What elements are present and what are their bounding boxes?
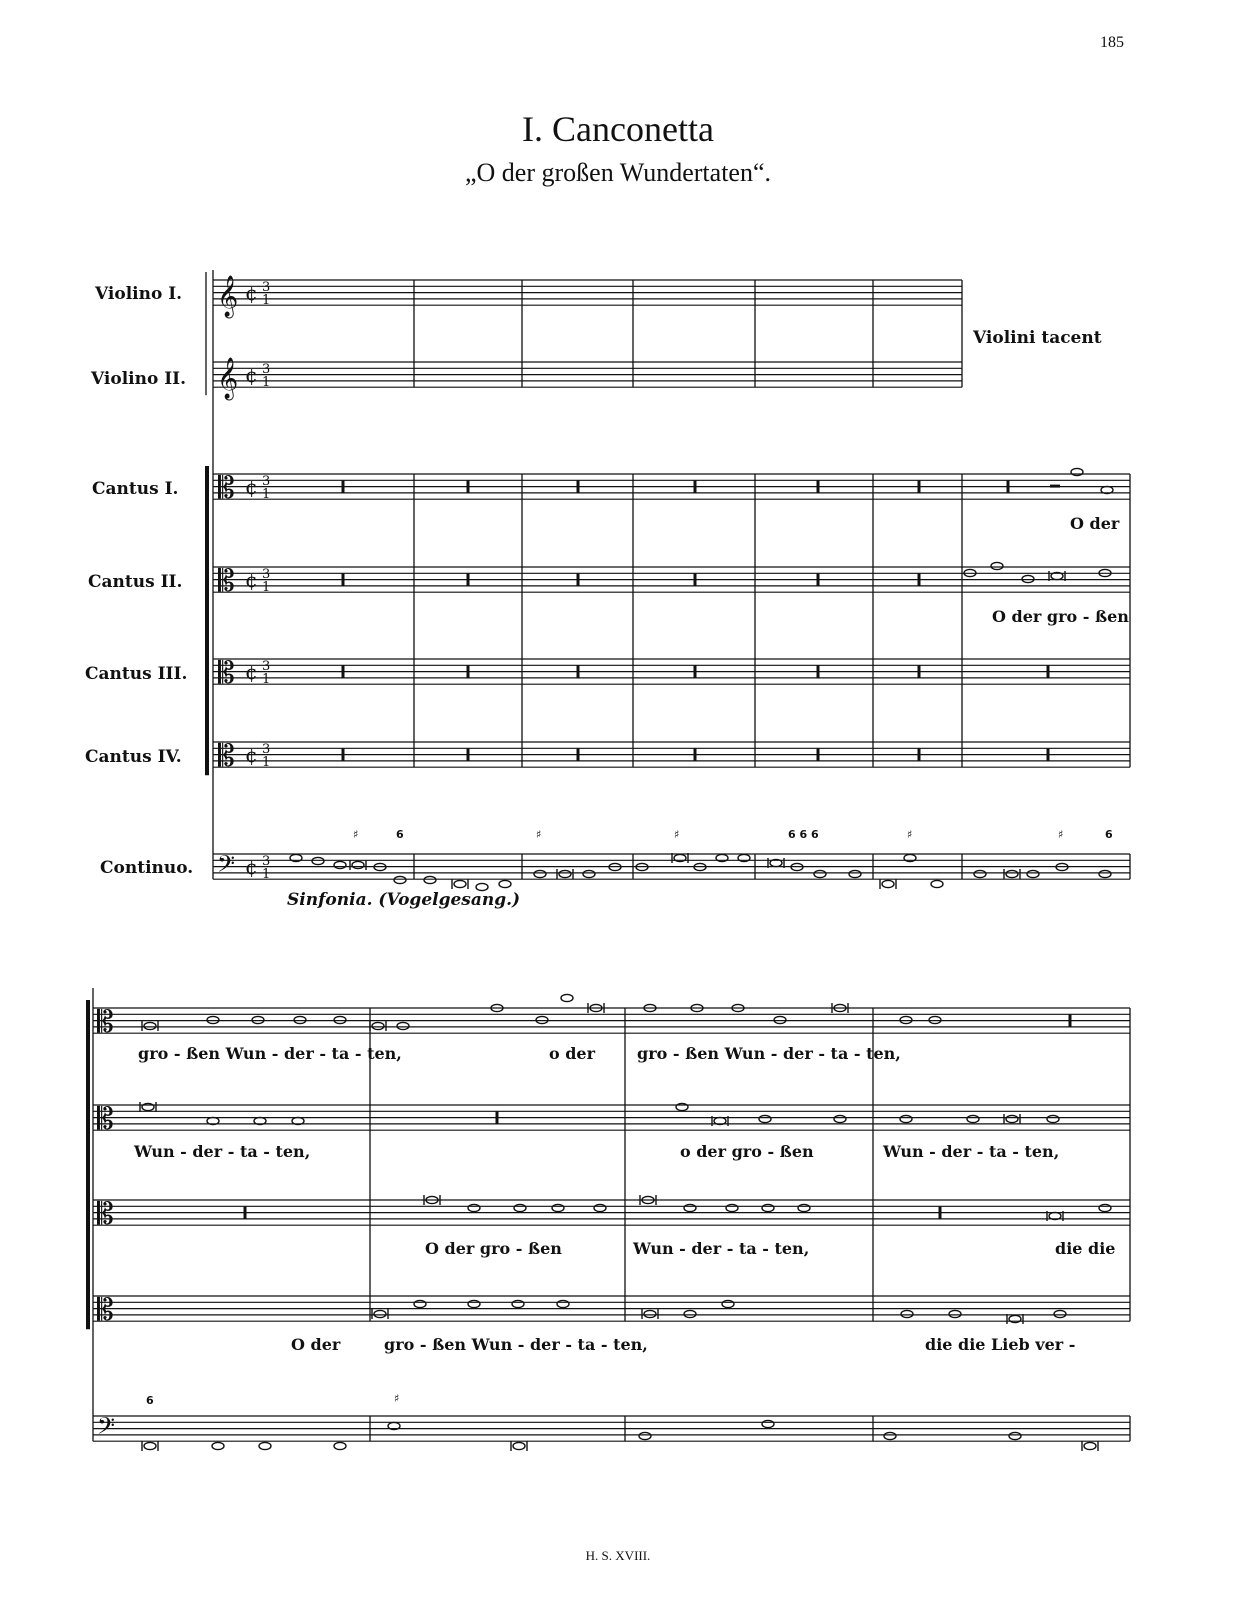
sinfonia-marking: Sinfonia. (Vogelgesang.) <box>287 890 521 910</box>
cut-time-icon: ¢ <box>245 660 258 684</box>
part-label-cantus-1: Cantus I. <box>92 479 179 499</box>
breve-note <box>352 861 364 868</box>
breve-rest <box>342 481 345 493</box>
whole-note <box>931 880 943 887</box>
whole-note <box>594 1204 606 1211</box>
page-footer: H. S. XVIII. <box>585 1548 651 1563</box>
whole-note <box>884 1432 896 1439</box>
time-sig-denominator: 1 <box>262 672 271 687</box>
half-rest <box>1050 485 1060 488</box>
whole-note <box>798 1204 810 1211</box>
cut-time-icon: ¢ <box>245 281 258 305</box>
time-sig-numerator: 3 <box>262 362 271 377</box>
figure-s1-4: ♯ <box>674 828 680 841</box>
cut-time-icon: ¢ <box>245 743 258 767</box>
lyric-s2-cantus-1-c: gro - ßen Wun - der - ta - ten, <box>637 1044 901 1063</box>
breve-rest <box>817 574 820 586</box>
whole-note <box>1047 1115 1059 1122</box>
whole-note <box>476 883 488 890</box>
bass-clef-icon: 𝄢 <box>217 850 236 883</box>
whole-note <box>684 1204 696 1211</box>
figure-s1-6: ♯ <box>907 828 913 841</box>
lyric-s1-cantus-2: O der gro - ßen <box>992 607 1129 626</box>
whole-note <box>834 1115 846 1122</box>
c-clef-icon: 𝄡 <box>97 1005 114 1040</box>
breve-rest <box>467 481 470 493</box>
whole-note <box>722 1300 734 1307</box>
figure-s1-1: ♯ <box>353 828 359 841</box>
lyric-s2-cantus-4-a: O der <box>291 1335 341 1354</box>
whole-note <box>499 880 511 887</box>
breve-note <box>144 1442 156 1449</box>
whole-note <box>1027 870 1039 877</box>
figure-s2-2: ♯ <box>394 1392 400 1405</box>
lyric-s2-cantus-3-c: die die <box>1055 1239 1116 1258</box>
c-clef-icon: 𝄡 <box>218 471 235 506</box>
time-sig-denominator: 1 <box>262 487 271 502</box>
whole-note <box>583 870 595 877</box>
treble-clef-icon: 𝄞 <box>217 276 239 317</box>
whole-note <box>552 1204 564 1211</box>
whole-note <box>212 1442 224 1449</box>
breve-rest <box>1047 666 1050 678</box>
part-label-violino-1: Violino I. <box>95 284 183 304</box>
c-clef-icon: 𝄡 <box>97 1197 114 1232</box>
c-clef-icon: 𝄡 <box>218 656 235 691</box>
breve-rest <box>694 574 697 586</box>
cut-time-icon: ¢ <box>245 855 258 879</box>
breve-rest <box>918 749 921 761</box>
lyric-s2-cantus-3-a: O der gro - ßen <box>425 1239 562 1258</box>
cut-time-icon: ¢ <box>245 363 258 387</box>
whole-note <box>974 870 986 877</box>
breve-rest <box>467 749 470 761</box>
breve-rest <box>694 666 697 678</box>
part-label-cantus-4: Cantus IV. <box>85 747 182 767</box>
breve-note <box>374 1310 386 1317</box>
lyric-s2-cantus-2-b: o der gro - ßen <box>680 1142 814 1161</box>
whole-note <box>414 1300 426 1307</box>
lyric-s2-cantus-1-a: gro - ßen Wun - der - ta - ten, <box>138 1044 402 1063</box>
whole-note <box>514 1204 526 1211</box>
whole-note <box>762 1204 774 1211</box>
whole-note <box>1009 1432 1021 1439</box>
whole-note <box>259 1442 271 1449</box>
breve-rest <box>577 574 580 586</box>
c-clef-icon: 𝄡 <box>218 739 235 774</box>
part-label-continuo: Continuo. <box>100 858 194 878</box>
figure-s1-8: 6 <box>1105 828 1113 841</box>
time-sig-denominator: 1 <box>262 867 271 882</box>
breve-note <box>1006 870 1018 877</box>
breve-note <box>454 880 466 887</box>
figure-s1-2: 6 <box>396 828 404 841</box>
breve-rest <box>694 749 697 761</box>
piece-subtitle: „O der großen Wundertaten“. <box>464 158 771 187</box>
time-sig-numerator: 3 <box>262 854 271 869</box>
time-sig-denominator: 1 <box>262 375 271 390</box>
cut-time-icon: ¢ <box>245 568 258 592</box>
whole-note <box>901 1310 913 1317</box>
breve-rest <box>918 481 921 493</box>
violini-tacent-note: Violini tacent <box>973 328 1102 348</box>
whole-note <box>534 870 546 877</box>
whole-note <box>1099 870 1111 877</box>
breve-rest <box>342 749 345 761</box>
breve-rest <box>467 666 470 678</box>
time-sig-numerator: 3 <box>262 659 271 674</box>
whole-note <box>1054 1310 1066 1317</box>
breve-rest <box>577 666 580 678</box>
page-number: 185 <box>1100 34 1124 51</box>
whole-note <box>949 1310 961 1317</box>
whole-note <box>1099 1204 1111 1211</box>
whole-note <box>312 857 324 864</box>
breve-note <box>559 870 571 877</box>
treble-clef-icon: 𝄞 <box>217 358 239 399</box>
cut-time-icon: ¢ <box>245 475 258 499</box>
breve-rest <box>817 749 820 761</box>
time-sig-denominator: 1 <box>262 755 271 770</box>
breve-rest <box>577 749 580 761</box>
figure-s2-1: 6 <box>146 1394 154 1407</box>
lyric-s2-cantus-2-a: Wun - der - ta - ten, <box>134 1142 311 1161</box>
breve-rest <box>918 666 921 678</box>
breve-rest <box>817 666 820 678</box>
time-sig-numerator: 3 <box>262 280 271 295</box>
breve-note <box>644 1310 656 1317</box>
figure-s1-3: ♯ <box>536 828 542 841</box>
lyric-s2-cantus-1-b: o der <box>549 1044 596 1063</box>
breve-rest <box>918 574 921 586</box>
whole-note <box>849 870 861 877</box>
figure-s1-5: 6 6 6 <box>788 828 819 841</box>
time-sig-numerator: 3 <box>262 742 271 757</box>
time-sig-numerator: 3 <box>262 567 271 582</box>
c-clef-icon: 𝄡 <box>97 1102 114 1137</box>
breve-note <box>1006 1115 1018 1122</box>
whole-note <box>424 876 436 883</box>
breve-note <box>882 880 894 887</box>
whole-note <box>726 1204 738 1211</box>
whole-note <box>814 870 826 877</box>
whole-note <box>468 1204 480 1211</box>
whole-note <box>334 861 346 868</box>
whole-note <box>394 876 406 883</box>
part-label-cantus-2: Cantus II. <box>88 572 183 592</box>
time-sig-denominator: 1 <box>262 293 271 308</box>
whole-note <box>334 1442 346 1449</box>
whole-note <box>762 1420 774 1427</box>
lyric-s2-cantus-3-b: Wun - der - ta - ten, <box>633 1239 810 1258</box>
breve-note <box>513 1442 525 1449</box>
whole-note <box>397 1022 409 1029</box>
lyric-s1-cantus-1: O der <box>1070 514 1120 533</box>
breve-rest <box>817 481 820 493</box>
breve-rest <box>1047 749 1050 761</box>
lyric-s2-cantus-4-c: die die Lieb ver - <box>925 1335 1076 1354</box>
part-label-violino-2: Violino II. <box>91 369 187 389</box>
figure-s1-7: ♯ <box>1058 828 1064 841</box>
part-label-cantus-3: Cantus III. <box>85 664 188 684</box>
breve-note <box>1084 1442 1096 1449</box>
bass-clef-icon: 𝄢 <box>97 1412 116 1445</box>
lyric-s2-cantus-4-b: gro - ßen Wun - der - ta - ten, <box>384 1335 648 1354</box>
c-clef-icon: 𝄡 <box>97 1293 114 1328</box>
whole-note <box>639 1432 651 1439</box>
whole-note <box>684 1310 696 1317</box>
whole-note <box>900 1115 912 1122</box>
time-sig-numerator: 3 <box>262 474 271 489</box>
breve-rest <box>577 481 580 493</box>
breve-rest <box>342 574 345 586</box>
time-sig-denominator: 1 <box>262 580 271 595</box>
breve-rest <box>342 666 345 678</box>
whole-note <box>557 1300 569 1307</box>
piece-title: I. Canconetta <box>522 109 714 149</box>
whole-note <box>991 562 1003 569</box>
breve-note <box>144 1022 156 1029</box>
lyric-s2-cantus-2-c: Wun - der - ta - ten, <box>883 1142 1060 1161</box>
whole-note <box>759 1115 771 1122</box>
breve-rest <box>694 481 697 493</box>
breve-rest <box>467 574 470 586</box>
c-clef-icon: 𝄡 <box>218 564 235 599</box>
whole-note <box>512 1300 524 1307</box>
whole-note <box>561 994 573 1001</box>
breve-note <box>372 1022 384 1029</box>
whole-note <box>468 1300 480 1307</box>
whole-note <box>967 1115 979 1122</box>
